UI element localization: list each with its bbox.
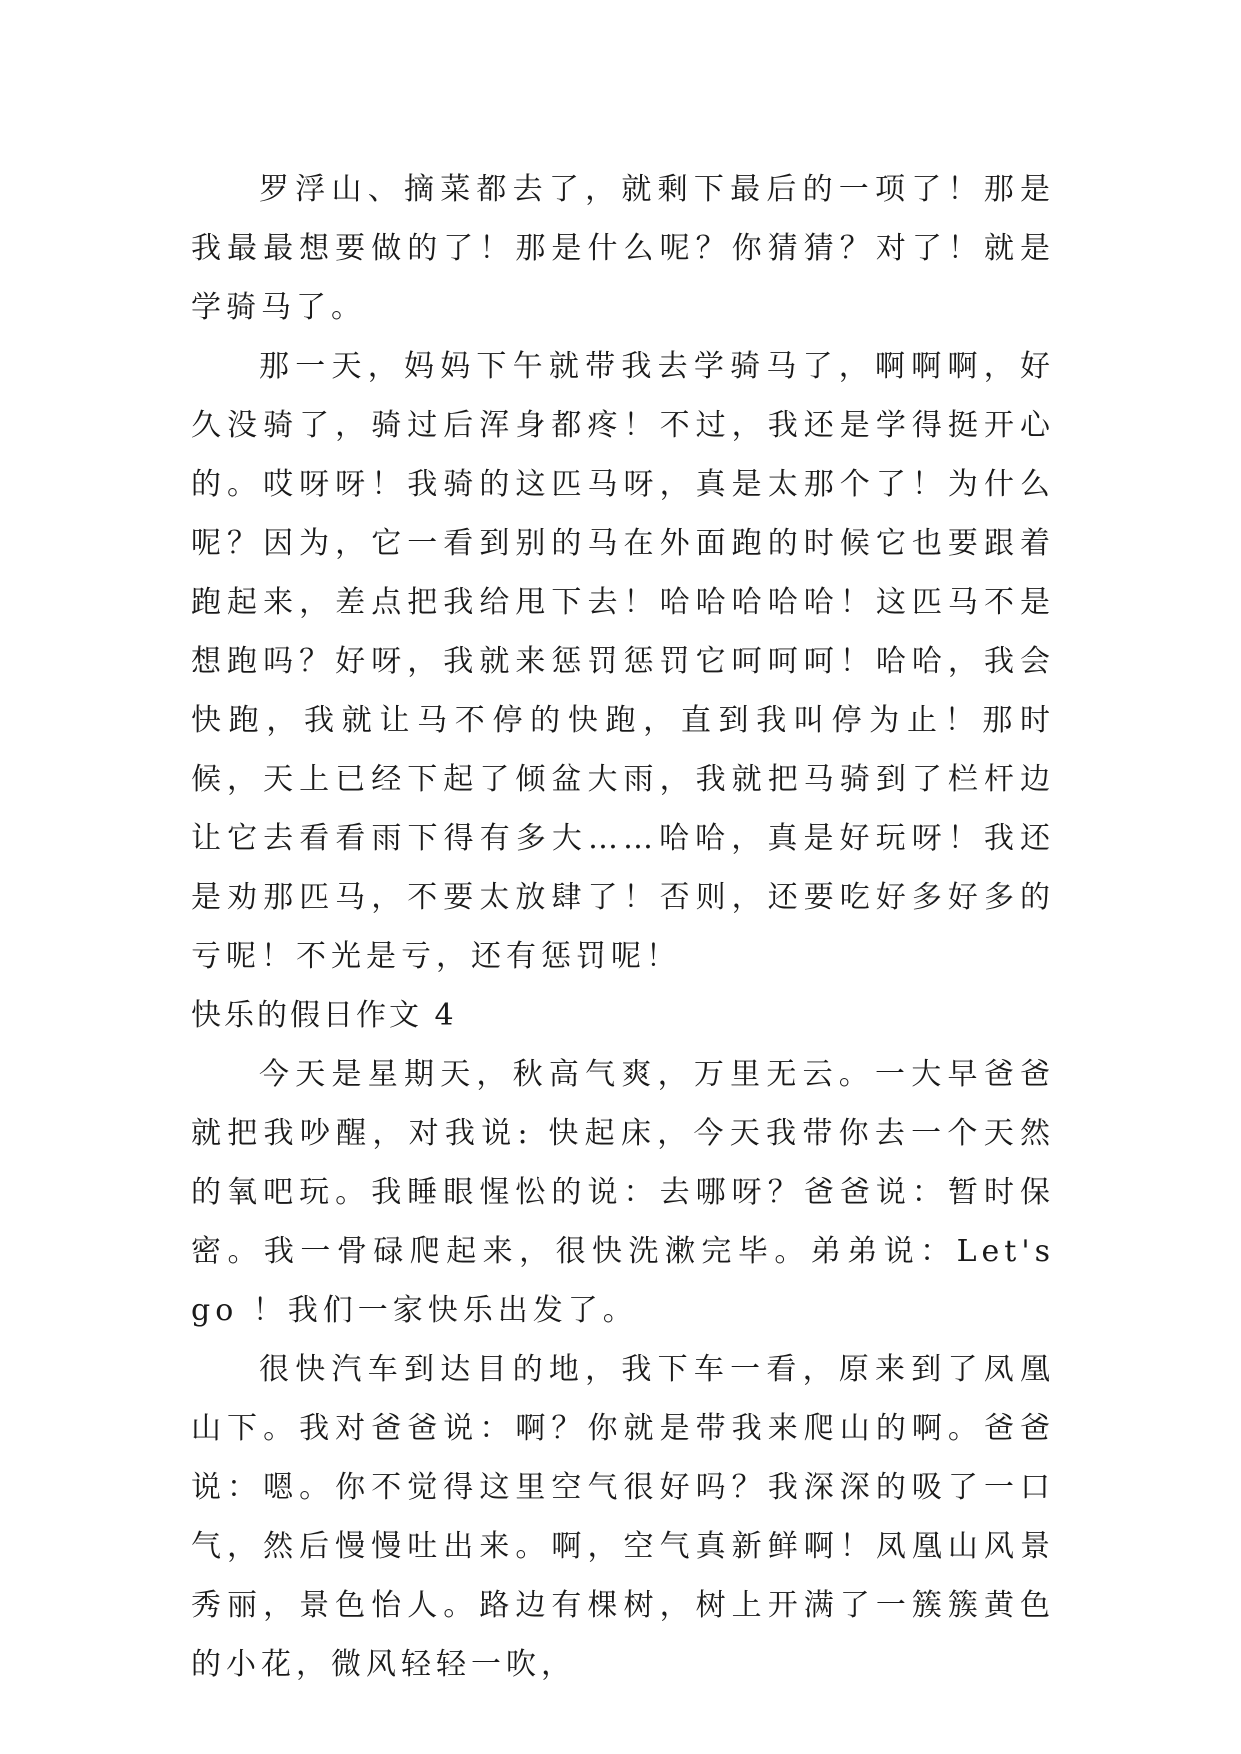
paragraph-phoenix-mountain: 很快汽车到达目的地，我下车一看，原来到了凤凰山下。我对爸爸说：啊？你就是带我来爬山的啊。爸爸说：嗯。你不觉得这里空气很好吗？我深深的吸了一口气，然后慢慢吐出来。啊，空气真新鲜啊！凤凰山风景秀丽，景色怡人。路边有棵树，树上开满了一簇簇黄色的小花，微风轻轻一吹， bbox=[191, 1352, 1055, 1682]
essay-heading: 快乐的假日作文 4 bbox=[191, 998, 457, 1033]
paragraph-luofu-mountain: 罗浮山、摘菜都去了，就剩下最后的一项了！那是我最最想要做的了！那是什么呢？你猜猜？对了！就是学骑马了。 bbox=[191, 172, 1055, 325]
paragraph-sunday-morning: 今天是星期天，秋高气爽，万里无云。一大早爸爸就把我吵醒，对我说: 快起床，今天我带你去一个天然的氧吧玩。我睡眼惺忪的说：去哪呀？爸爸说：暂时保密。我一骨碌爬起来，很快洗漱完毕。弟弟说：Let's go ！我们一家快乐出发了。 bbox=[191, 1057, 1055, 1328]
document-body bbox=[191, 160, 1055, 1694]
paragraph-horse-riding: 那一天，妈妈下午就带我去学骑马了，啊啊啊，好久没骑了，骑过后浑身都疼！不过，我还是学得挺开心的。哎呀呀！我骑的这匹马呀，真是太那个了！为什么呢？因为，它一看到别的马在外面跑的时候它也要跟着跑起来，差点把我给甩下去！哈哈哈哈哈！这匹马不是想跑吗？好呀，我就来惩罚惩罚它呵呵呵！哈哈，我会快跑，我就让马不停的快跑，直到我叫停为止！那时候，天上已经下起了倾盆大雨，我就把马骑到了栏杆边让它去看看雨下得有多大……哈哈，真是好玩呀！我还是劝那匹马，不要太放肆了！否则，还要吃好多好多的亏呢！不光是亏，还有惩罚呢！ bbox=[191, 349, 1055, 974]
